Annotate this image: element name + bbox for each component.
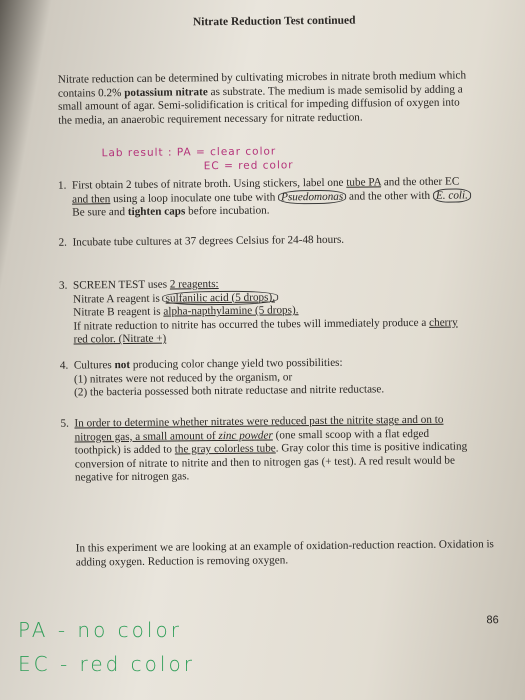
handwritten-ec-result: EC = red color — [203, 159, 294, 173]
zinc-powder-text: zinc powder — [218, 429, 273, 442]
pseudomonas-circled: Psuedomonas — [278, 189, 346, 204]
step-2: 2. Incubate tube cultures at 37 degrees Celsius for 24-48 hours. — [58, 233, 345, 249]
step-3: 3. SCREEN TEST uses 2 reagents: Nitrate A reagent is sulfanilic acid (5 drops). Nitrate B reagent is alpha-napthylamine (5 drops). If nitrate reduction to nitrite has occurred the tubes will immediately produce a cherry red color. (Nitrate +) — [58, 278, 458, 346]
page-number: 86 — [486, 614, 499, 627]
handwritten-lab-result: Lab result : PA = clear color — [101, 145, 277, 160]
step-1: 1. First obtain 2 tubes of nitrate broth. Using stickers, label one tube PA and the other EC and then using a loop inoculate one tube with Psuedomonas and the other with E. coli. Be sure and tighten caps before incubation. — [72, 175, 472, 220]
handwritten-pa-result: PA - no color — [18, 618, 182, 642]
closing-paragraph: In this experiment we are looking at an example of oxidation-reduction reaction. Oxidation is adding oxygen. Reduction is removing oxygen. — [75, 538, 494, 569]
step-5: 5. In order to determine whether nitrates were reduced past the nitrite stage and on to nitrogen gas, a small amount of zinc powder (one small scoop with a flat edged toothpick) is added to the gray colorless tube. Gray color this time is positive indicating conversion of nitrate to nitrite and then to nitrogen gas (+ test). A red result would be negative for nitrogen gas. — [60, 413, 468, 484]
potassium-nitrate-text: potassium nitrate — [124, 85, 208, 99]
intro-paragraph: Nitrate reduction can be determined by cultivating microbes in nitrate broth medium which contains 0.2% potassium nitrate as substrate. The medium is made semisolid by adding a small amount of agar. Semi-solidification is critical for impeding diffusion of oxygen into the media, an anaerobic requirement necessary for nitrate reduction. — [57, 69, 467, 127]
step-4: 4. Cultures not producing color change yield two possibilities: (1) nitrates were not reduced by the organism, or (2) the bacteria possessed both nitrate reductase and nitrite reductase. — [59, 356, 385, 399]
worksheet-page — [30, 0, 525, 700]
tighten-caps-text: tighten caps — [127, 205, 186, 219]
handwritten-ec-bottom-result: EC - red color — [18, 652, 195, 676]
page-title: Nitrate Reduction Test continued — [192, 14, 356, 29]
next-lab-heading — [73, 261, 473, 265]
ecoli-circled: E. coli. — [433, 188, 471, 202]
sulfanilic-acid-circled: sulfanilic acid (5 drops). — [163, 290, 278, 305]
